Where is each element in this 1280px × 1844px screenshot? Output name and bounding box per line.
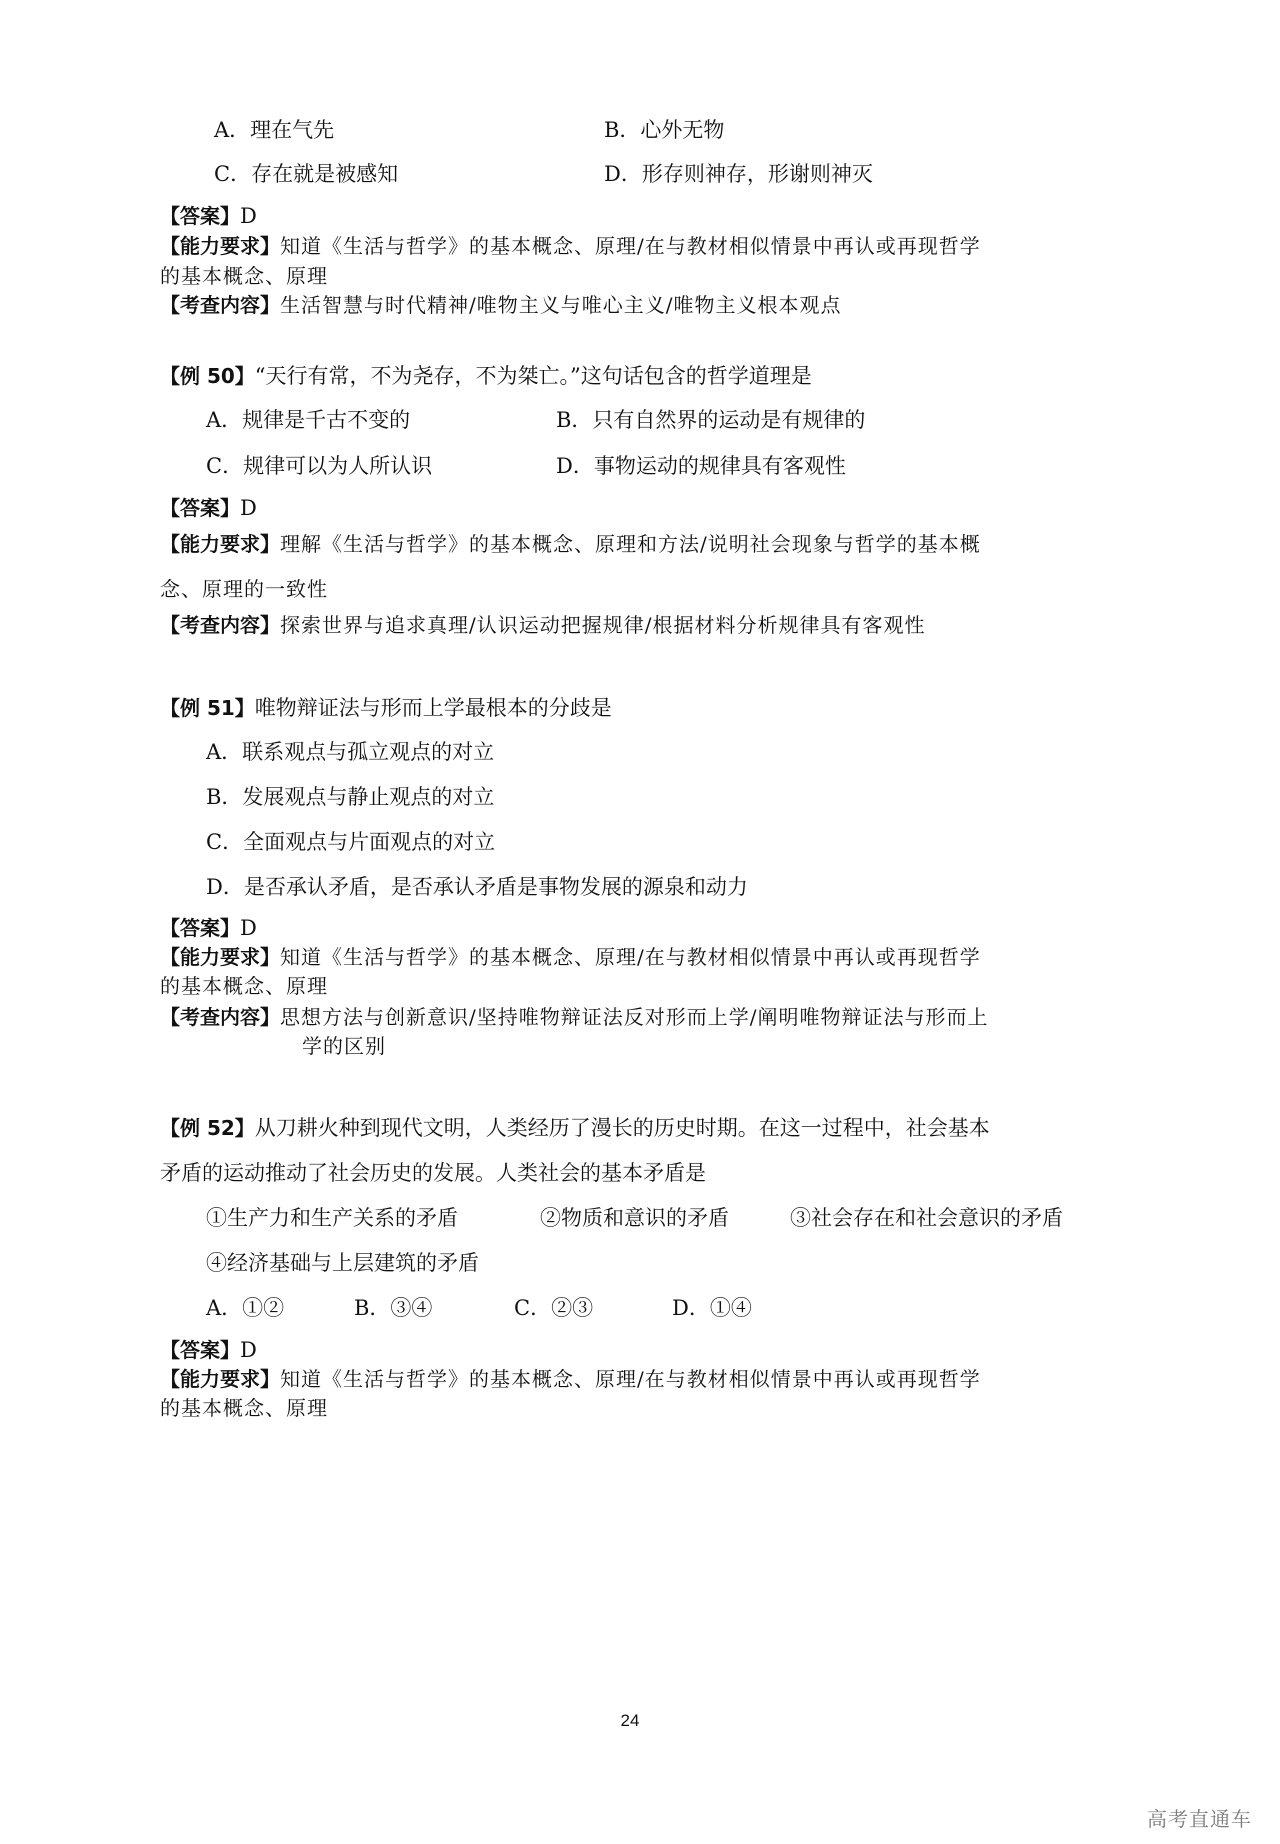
q51-option-b: B．发展观点与静止观点的对立 [206,785,495,809]
ability-label: 【能力要求】 [160,532,280,556]
q52-answer [160,1336,257,1364]
q51-content-cont: 学的区别 [302,1034,386,1058]
answer-value: D [240,496,257,520]
content-text: 生活智慧与时代精神/唯物主义与唯心主义/唯物主义根本观点 [280,293,842,317]
prev-option-a: A．理在气先 [214,118,335,142]
q52-item-2: ②物质和意识的矛盾 [540,1206,729,1230]
ability-text: 知道《生活与哲学》的基本概念、原理/在与教材相似情景中再认或再现哲学 [280,945,981,969]
q52-question-line-1: 从刀耕火种到现代文明，人类经历了漫长的历史时期。在这一过程中，社会基本 [254,1116,990,1140]
q52-label: 【例 52】 [160,1116,255,1140]
q52-question-line-2: 矛盾的运动推动了社会历史的发展。人类社会的基本矛盾是 [160,1161,706,1185]
q50-ability [160,530,981,558]
q52-option-c: C．②③ [514,1296,594,1320]
q51-answer [160,914,257,942]
q50-option-d: D．事物运动的规律具有客观性 [556,454,846,478]
q50-ability-cont: 念、原理的一致性 [160,577,328,601]
q52-option-a: A．①② [206,1296,285,1320]
q52-ability [160,1365,981,1393]
ability-text: 理解《生活与哲学》的基本概念、原理和方法/说明社会现象与哲学的基本概 [280,532,981,556]
ability-label: 【能力要求】 [160,1367,280,1391]
q51-ability [160,943,981,971]
q50-option-c: C．规律可以为人所认识 [206,454,433,478]
answer-value: D [240,916,257,940]
prev-option-b: B．心外无物 [604,118,725,142]
content-text: 探索世界与追求真理/认识运动把握规律/根据材料分析规律具有客观性 [280,613,926,637]
q52-option-b: B．③④ [354,1296,433,1320]
answer-label: 【答案】 [160,204,240,228]
ability-label: 【能力要求】 [160,234,280,258]
content-label: 【考查内容】 [160,293,280,317]
q50-question: “天行有常，不为尧存，不为桀亡。”这句话包含的哲学道理是 [254,364,812,388]
prev-content [160,291,841,319]
ability-text: 知道《生活与哲学》的基本概念、原理/在与教材相似情景中再认或再现哲学 [280,234,981,258]
q52-item-3: ③社会存在和社会意识的矛盾 [790,1206,1063,1230]
q51-stem [160,694,612,722]
q50-answer [160,494,257,522]
prev-ability-cont: 的基本概念、原理 [160,264,328,288]
q50-option-a: A．规律是千古不变的 [206,408,411,432]
ability-label: 【能力要求】 [160,945,280,969]
answer-label: 【答案】 [160,1338,240,1362]
q50-label: 【例 50】 [160,364,255,388]
prev-answer [160,202,257,230]
q52-option-d: D．①④ [672,1296,752,1320]
q51-ability-cont: 的基本概念、原理 [160,974,328,998]
q51-label: 【例 51】 [160,696,255,720]
ability-text: 知道《生活与哲学》的基本概念、原理/在与教材相似情景中再认或再现哲学 [280,1367,981,1391]
q52-item-1: ①生产力和生产关系的矛盾 [206,1206,458,1230]
q50-stem [160,362,812,390]
answer-label: 【答案】 [160,496,240,520]
q51-content [160,1003,988,1031]
q51-question: 唯物辩证法与形而上学最根本的分歧是 [254,696,612,720]
q52-item-4: ④经济基础与上层建筑的矛盾 [206,1251,479,1275]
prev-ability [160,232,981,260]
prev-option-c: C．存在就是被感知 [214,162,399,186]
q51-option-d: D．是否承认矛盾，是否承认矛盾是事物发展的源泉和动力 [206,875,748,899]
q51-option-c: C．全面观点与片面观点的对立 [206,830,496,854]
q50-option-b: B．只有自然界的运动是有规律的 [556,408,866,432]
answer-value: D [240,204,257,228]
page-number: 24 [620,1711,640,1730]
q52-ability-cont: 的基本概念、原理 [160,1396,328,1420]
q52-stem [160,1114,990,1142]
q50-content [160,611,925,639]
answer-label: 【答案】 [160,916,240,940]
answer-value: D [240,1338,257,1362]
watermark: 高考直通车 [1147,1807,1252,1831]
content-text: 思想方法与创新意识/坚持唯物辩证法反对形而上学/阐明唯物辩证法与形而上 [280,1005,989,1029]
content-label: 【考查内容】 [160,613,280,637]
q51-option-a: A．联系观点与孤立观点的对立 [206,740,495,764]
prev-option-d: D．形存则神存，形谢则神灭 [604,162,873,186]
content-label: 【考查内容】 [160,1005,280,1029]
